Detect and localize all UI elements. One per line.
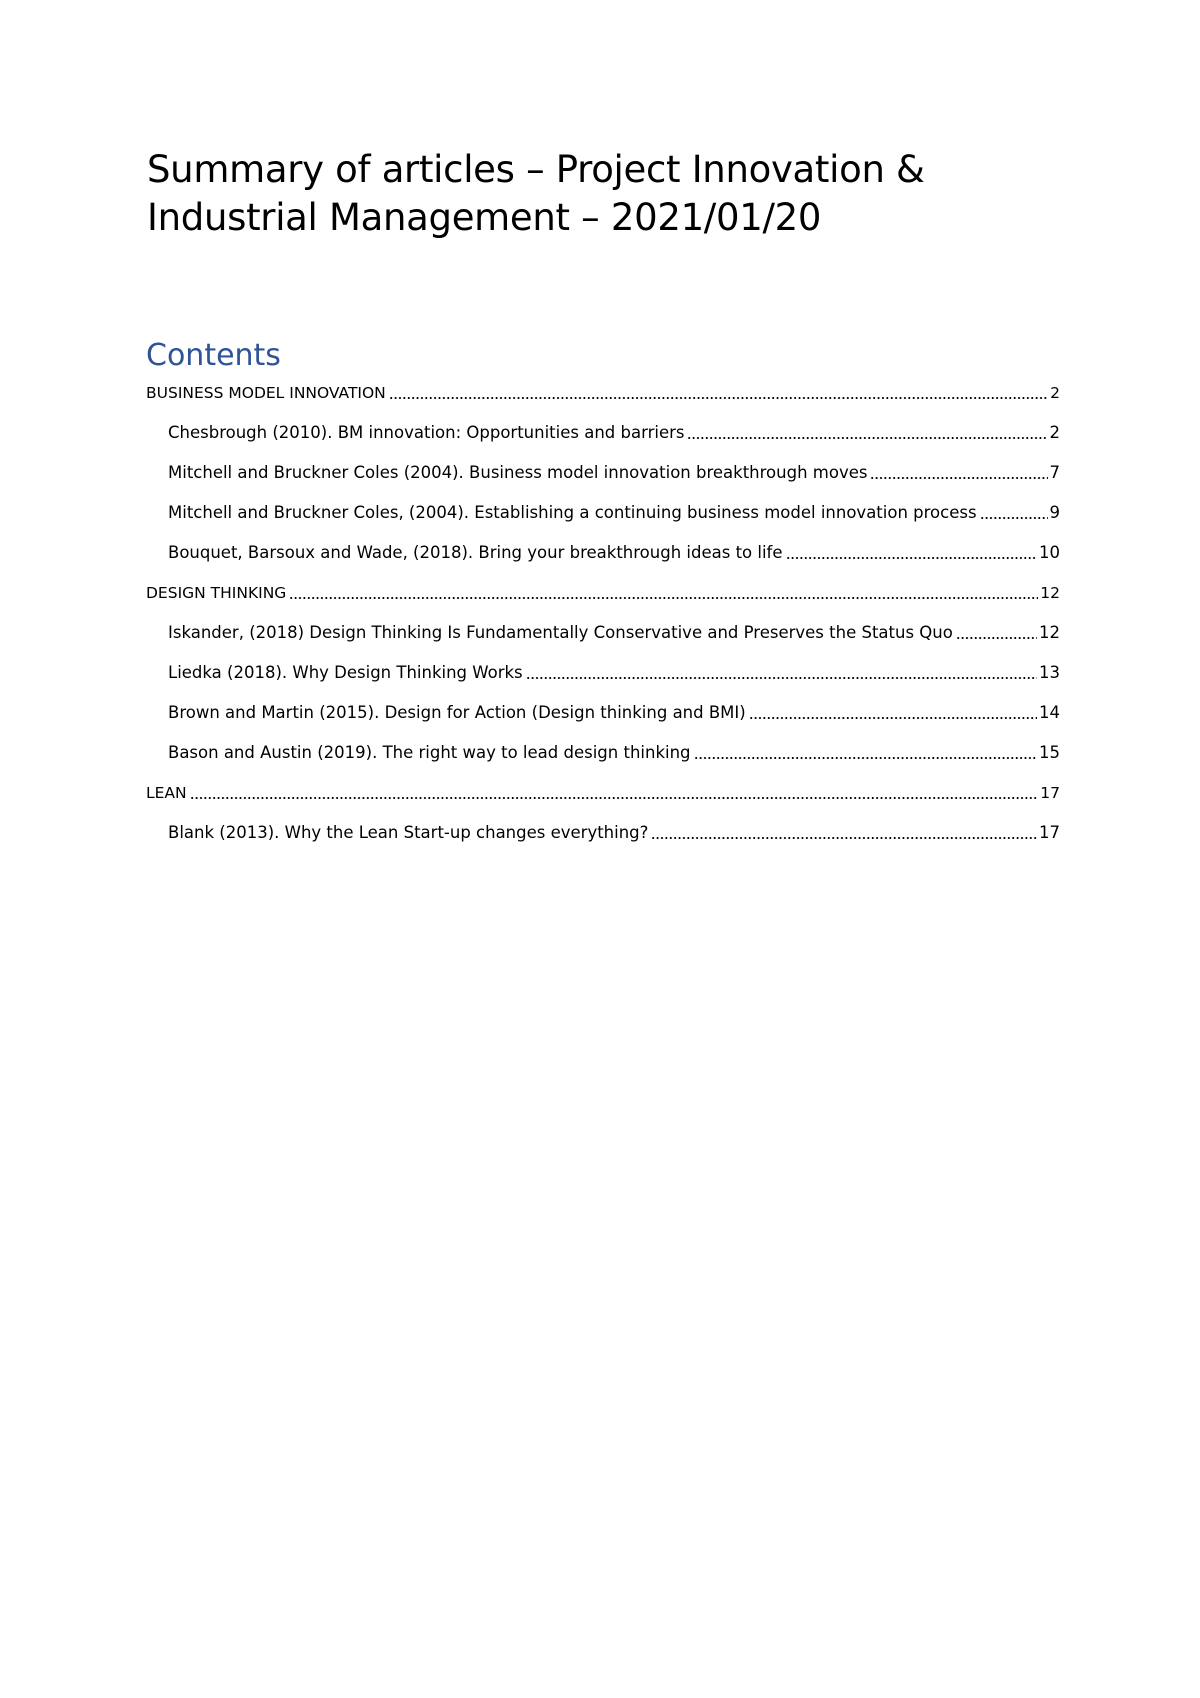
toc-entry-page-number: 9: [1049, 503, 1060, 522]
toc-entry-text: Mitchell and Bruckner Coles, (2004). Establishing a continuing business model innovation process: [168, 503, 977, 522]
toc-dot-leader: [980, 504, 1048, 520]
toc-entry-text: Bouquet, Barsoux and Wade, (2018). Bring your breakthrough ideas to life: [168, 543, 783, 562]
toc-entry-text: Chesbrough (2010). BM innovation: Opportunities and barriers: [168, 423, 685, 442]
toc-entry-page-number: 15: [1039, 743, 1060, 762]
toc-entry-page-number: 10: [1039, 543, 1060, 562]
toc-entry-page-number: 2: [1050, 384, 1060, 402]
toc-entry-chesbrough-2010[interactable]: [168, 420, 1060, 444]
toc-entry-page-number: 17: [1040, 784, 1060, 802]
toc-entry-lean[interactable]: [146, 780, 1060, 804]
toc-entry-page-number: 7: [1049, 463, 1060, 482]
toc-entry-liedka-2018[interactable]: [168, 660, 1060, 684]
toc-entry-text: Brown and Martin (2015). Design for Action (Design thinking and BMI): [168, 703, 746, 722]
toc-entry-text: BUSINESS MODEL INNOVATION: [146, 384, 386, 402]
toc-dot-leader: [190, 784, 1039, 800]
toc-entry-text: Liedka (2018). Why Design Thinking Works: [168, 663, 523, 682]
toc-entry-text: LEAN: [146, 784, 187, 802]
toc-dot-leader: [289, 584, 1038, 600]
toc-entry-bouquet-barsoux-wade-2018[interactable]: [168, 540, 1060, 564]
toc-dot-leader: [526, 664, 1037, 680]
toc-entry-page-number: 12: [1039, 623, 1060, 642]
toc-entry-iskander-2018[interactable]: [168, 620, 1060, 644]
toc-entry-page-number: 17: [1039, 823, 1060, 842]
toc-dot-leader: [651, 824, 1037, 840]
toc-entry-text: Blank (2013). Why the Lean Start-up changes everything?: [168, 823, 649, 842]
toc-entry-page-number: 12: [1040, 584, 1060, 602]
toc-entry-text: Mitchell and Bruckner Coles (2004). Business model innovation breakthrough moves: [168, 463, 868, 482]
toc-entry-text: DESIGN THINKING: [146, 584, 287, 602]
document-title-line-2: Industrial Management – 2021/01/20: [147, 196, 822, 239]
toc-entry-text: Bason and Austin (2019). The right way to lead design thinking: [168, 743, 691, 762]
toc-entry-design-thinking[interactable]: [146, 580, 1060, 604]
toc-entry-bason-austin-2019[interactable]: [168, 740, 1060, 764]
toc-dot-leader: [687, 424, 1047, 440]
toc-entry-mitchell-coles-2004-moves[interactable]: [168, 460, 1060, 484]
toc-entry-brown-martin-2015[interactable]: [168, 700, 1060, 724]
toc-dot-leader: [389, 384, 1048, 400]
toc-heading: Contents: [146, 338, 281, 373]
toc-entry-page-number: 14: [1039, 703, 1060, 722]
toc-dot-leader: [749, 704, 1037, 720]
toc-entry-page-number: 2: [1049, 423, 1060, 442]
toc-dot-leader: [956, 624, 1037, 640]
toc-entry-text: Iskander, (2018) Design Thinking Is Fundamentally Conservative and Preserves the Status Quo: [168, 623, 953, 642]
toc-dot-leader: [870, 464, 1047, 480]
toc-entry-mitchell-coles-2004-process[interactable]: [168, 500, 1060, 524]
toc-dot-leader: [786, 544, 1037, 560]
toc-entry-page-number: 13: [1039, 663, 1060, 682]
toc-entry-business-model-innovation[interactable]: [146, 380, 1060, 404]
toc-dot-leader: [694, 744, 1037, 760]
toc-entry-blank-2013[interactable]: [168, 820, 1060, 844]
document-title-line-1: Summary of articles – Project Innovation &: [147, 148, 925, 191]
